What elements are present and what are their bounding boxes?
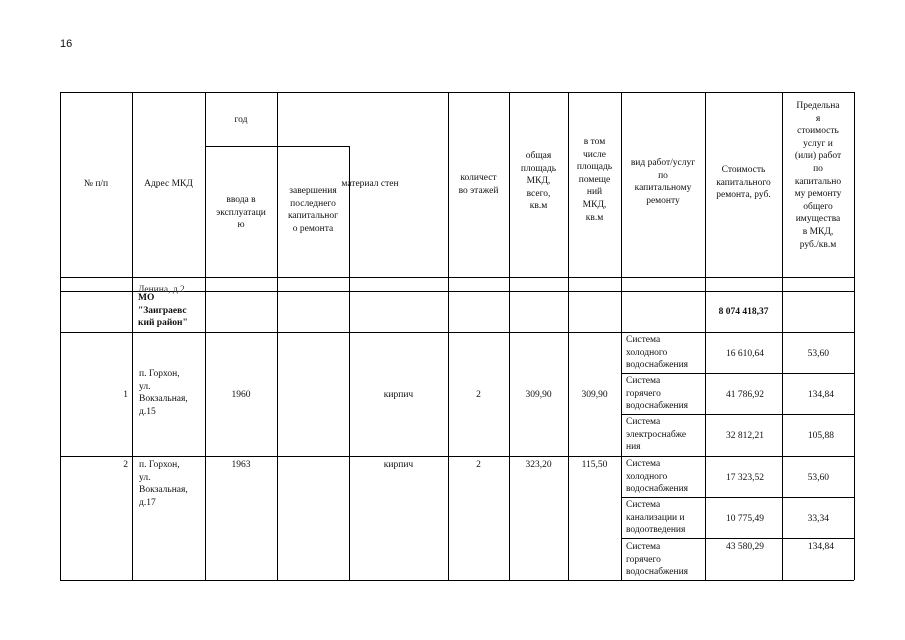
row-1-work-1-cost: 16 610,64	[726, 349, 764, 359]
header-max-cost: Предельна я стоимость услуг и (или) работ по капитально му ремонту общего имущества в МКД, руб./кв.м	[794, 101, 842, 250]
row-2-address: п. Горхон, ул. Вокзальная, д.17	[139, 460, 188, 508]
header-work-type: вид работ/услуг по капитальному ремонту	[630, 158, 696, 206]
row-1-work-2-max: 134,84	[807, 390, 834, 400]
row-1-work-3-max: 105,88	[807, 431, 834, 441]
row-2-work-2-max: 33,34	[807, 514, 829, 524]
row-1-year: 1960	[231, 390, 251, 400]
row-2-work-1-cost: 17 323,52	[726, 473, 764, 483]
row-1-total-area: 309,90	[525, 390, 552, 400]
row-1-work-3-name: Система электроснабже ния	[626, 417, 687, 453]
row-2-work-1-max: 53,60	[807, 473, 829, 483]
header-total-area: общая площадь МКД, всего, кв.м	[520, 151, 557, 212]
header-floors: количест во этажей	[458, 173, 499, 196]
row-2-work-2-cost: 10 775,49	[726, 514, 764, 524]
row-2-work-1-name: Система холодного водоснабжения	[626, 459, 689, 495]
row-2-total-area: 323,20	[525, 460, 552, 470]
row-2-material: кирпич	[383, 460, 414, 470]
row-2-floors: 2	[476, 460, 481, 470]
row-1-work-2-name: Система горячего водоснабжения	[626, 376, 689, 412]
row-2-work-3-name: Система горячего водоснабжения	[626, 542, 689, 578]
municipality-total-cost: 8 074 418,37	[718, 307, 769, 317]
header-premises-area: в том числе площадь помеще ний МКД, кв.м	[576, 137, 613, 223]
header-repair-cost: Стоимость капитального ремонта, руб.	[716, 165, 771, 201]
row-1-floors: 2	[476, 390, 481, 400]
row-1-premises-area: 309,90	[581, 390, 608, 400]
header-wall-material: материал стен	[341, 179, 399, 189]
row-1-num: 1	[123, 390, 128, 400]
row-2-work-3-max: 134,84	[807, 542, 834, 552]
header-address: Адрес МКД	[144, 179, 193, 189]
row-2-premises-area: 115,50	[581, 460, 608, 470]
row-2-work-3-cost: 43 580,29	[726, 542, 764, 552]
row-1-work-1-name: Система холодного водоснабжения	[626, 335, 689, 371]
header-year-last-repair: завершения последнего капитальног о ремонта	[287, 186, 339, 234]
overflow-address-text: Ленина, д.2	[138, 285, 185, 295]
row-2-work-2-name: Система канализации и водоотведения	[626, 500, 686, 536]
municipality-name: МО "Заиграевс кий район"	[138, 293, 188, 329]
header-year: год	[234, 115, 248, 125]
row-1-work-1-max: 53,60	[807, 349, 829, 359]
page-number: 16	[60, 38, 73, 50]
row-2-num: 2	[123, 460, 128, 470]
row-1-work-3-cost: 32 812,21	[726, 431, 764, 441]
row-2-year: 1963	[231, 460, 251, 470]
header-num: № п/п	[83, 179, 109, 189]
row-1-work-2-cost: 41 786,92	[726, 390, 764, 400]
header-year-commissioning: ввода в эксплуатаци ю	[216, 195, 266, 231]
row-1-material: кирпич	[383, 390, 414, 400]
row-1-address: п. Горхон, ул. Вокзальная, д.15	[139, 369, 188, 417]
